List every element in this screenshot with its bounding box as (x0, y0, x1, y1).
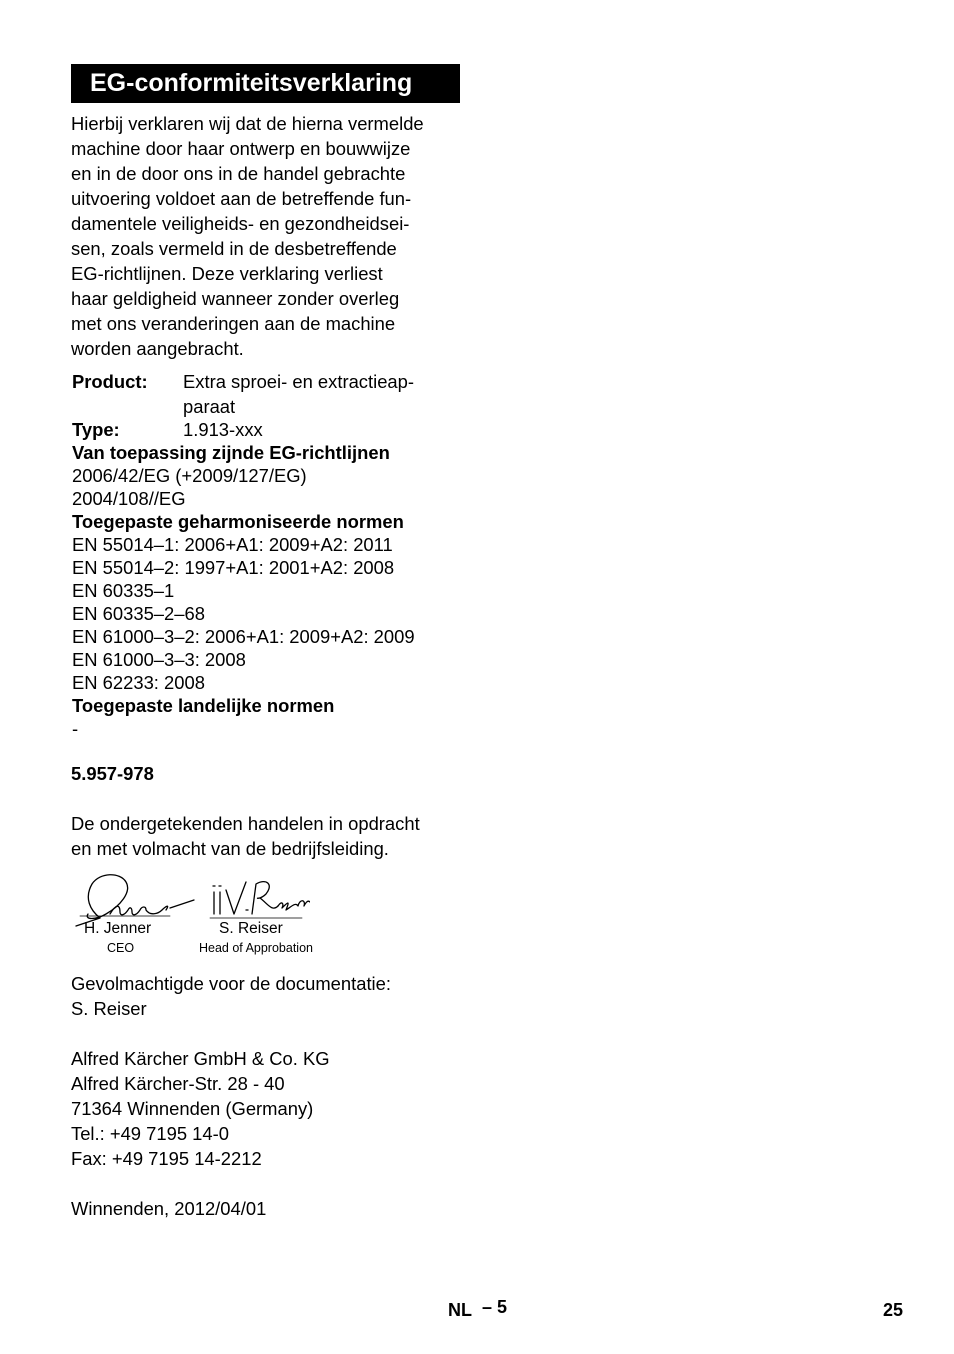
product-value-line: Extra sproei- en extractieap- (183, 371, 415, 392)
directives-section (72, 441, 472, 740)
harmonised-item: EN 62233: 2008 (72, 672, 205, 693)
intro-paragraph (71, 111, 471, 361)
harmonised-item: EN 61000–3–3: 2008 (72, 649, 246, 670)
intro-line: en in de door ons in de handel gebrachte (71, 163, 406, 184)
harmonised-item: EN 55014–1: 2006+A1: 2009+A2: 2011 (72, 534, 393, 555)
intro-line: EG-richtlijnen. Deze verklaring verliest (71, 263, 383, 284)
product-row (72, 369, 472, 419)
signer-name: S. Reiser (219, 920, 283, 937)
product-value-line: paraat (183, 396, 236, 417)
national-heading: Toegepaste landelijke normen (72, 695, 335, 716)
footer-section-page: – 5 (482, 1297, 508, 1317)
signature-jenner (76, 875, 194, 926)
page-title: EG-conformiteitsverklaring (71, 64, 460, 103)
document-number: 5.957-978 (71, 763, 154, 784)
documentation-block (71, 971, 391, 1021)
intro-line: uitvoering voldoet aan de betreffende fun- (71, 188, 412, 209)
intro-line: sen, zoals vermeld in de desbetreffende (71, 238, 397, 259)
address-line: 71364 Winnenden (Germany) (71, 1098, 314, 1119)
page-number: 25 (883, 1300, 904, 1320)
address-block (71, 1046, 330, 1171)
intro-line: worden aangebracht. (71, 338, 244, 359)
documentation-name: S. Reiser (71, 998, 147, 1019)
product-label: Product: (72, 371, 148, 392)
harmonised-heading: Toegepaste geharmoniseerde normen (72, 511, 404, 532)
harmonised-item: EN 55014–2: 1997+A1: 2001+A2: 2008 (72, 557, 395, 578)
signatories-text (71, 811, 420, 861)
harmonised-item: EN 61000–3–2: 2006+A1: 2009+A2: 2009 (72, 626, 415, 647)
signatories-line: De ondergetekenden handelen in opdracht (71, 813, 420, 834)
address-line: Alfred Kärcher-Str. 28 - 40 (71, 1073, 285, 1094)
signer-name: H. Jenner (84, 920, 152, 937)
harmonised-item: EN 60335–1 (72, 580, 175, 601)
directives-heading: Van toepassing zijnde EG-richtlijnen (72, 442, 390, 463)
type-value: 1.913-xxx (183, 419, 263, 440)
intro-line: met ons veranderingen aan de machine (71, 313, 396, 334)
harmonised-item: EN 60335–2–68 (72, 603, 205, 624)
place-date: Winnenden, 2012/04/01 (71, 1198, 267, 1219)
intro-line: Hierbij verklaren wij dat de hierna vermelde (71, 113, 424, 134)
directive-item: 2006/42/EG (+2009/127/EG) (72, 465, 307, 486)
intro-line: haar geldigheid wanneer zonder overleg (71, 288, 400, 309)
address-line: Fax: +49 7195 14-2212 (71, 1148, 262, 1169)
type-row (72, 418, 472, 441)
signer-role: Head of Approbation (199, 941, 313, 955)
signature-reiser (210, 882, 310, 918)
address-line: Alfred Kärcher GmbH & Co. KG (71, 1048, 330, 1069)
type-label: Type: (72, 419, 120, 440)
documentation-label: Gevolmachtigde voor de documentatie: (71, 973, 391, 994)
product-value (183, 369, 414, 419)
signatories-line: en met volmacht van de bedrijfsleiding. (71, 838, 389, 859)
address-line: Tel.: +49 7195 14-0 (71, 1123, 229, 1144)
intro-line: damentele veiligheids- en gezondheidsei- (71, 213, 410, 234)
national-value: - (72, 718, 79, 739)
intro-line: machine door haar ontwerp en bouwwijze (71, 138, 411, 159)
footer-language: NL (448, 1300, 472, 1320)
signer-role: CEO (107, 941, 135, 955)
directive-item: 2004/108//EG (72, 488, 186, 509)
